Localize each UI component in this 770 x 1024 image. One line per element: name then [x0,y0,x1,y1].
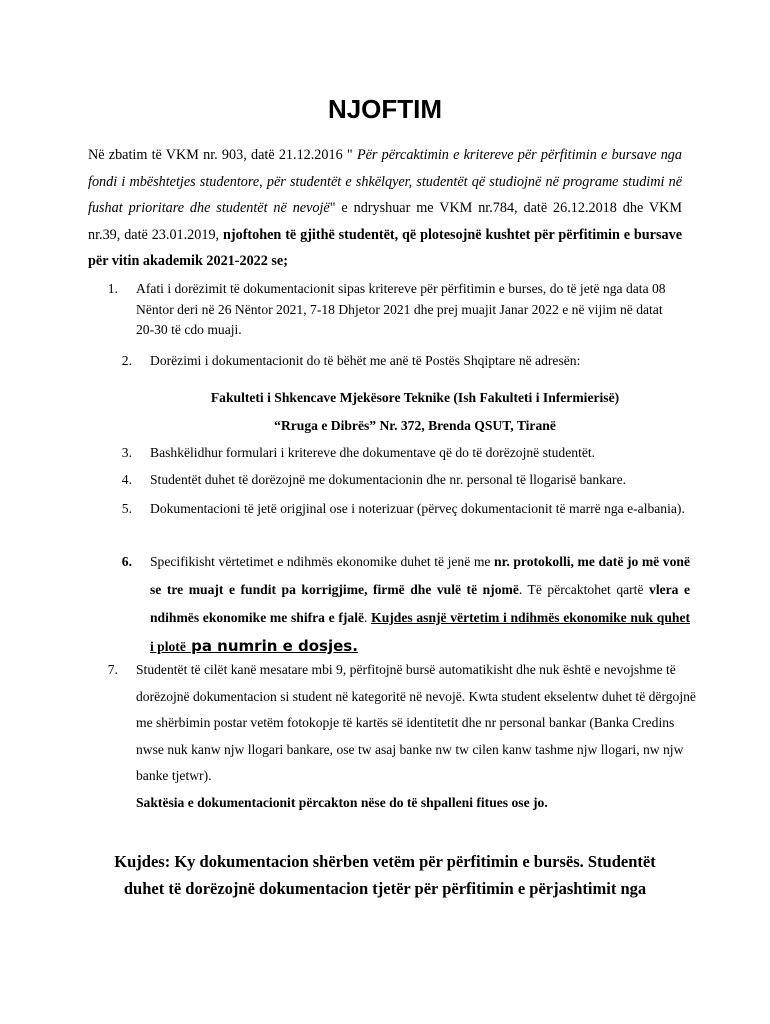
list-number: 4. [121,472,132,487]
item6-text-3: . [364,610,372,625]
item6-text-1: Specifikisht vërtetimet e ndihmës ekonomike duhet të jenë me [150,554,495,569]
list-item-text: Bashkëlidhur formulari i kritereve dhe dokumentave që do të dorëzojnë studentët. [150,445,596,460]
item6-date-requirement: , me datë jo më vonë se tre muajt e fundit pa korrigjime, firmë dhe vulë të njomë [150,554,690,597]
list-item-text: Studentët duhet të dorëzojnë me dokumentacionin dhe nr. personal të llogarisë bankare. [150,472,627,487]
list-item-text: Afati i dorëzimit të dokumentacionit sipas kritereve për përfitimin e burses, do të jetë nga data 08 Nëntor deri në 26 Nëntor 2021, 7-18 Dhjetor 2021 dhe prej muajit Janar 2022 e në vijim në datat 20-30 të cdo muaji. [136,281,666,337]
list-number: 7. [107,662,118,677]
item6-text-2: . Të përcaktohet qartë [518,582,650,597]
intro-bold-statement: njoftohen të gjithë studentët, që plotesojnë kushtet për përfitimin e bursave për vitin akademik 2021-2022 se; [88,226,682,269]
intro-text-1: Në zbatim të VKM nr. 903, datë 21.12.2016 " [88,147,357,163]
list-item-text: Dokumentacioni të jetë origjinal ose i noterizuar (përveç dokumentacionit të marrë nga e-albania). [150,501,685,516]
item6-warning-file-number: pa numrin e dosjes. [185,637,358,655]
document-title: NJOFTIM [327,94,443,124]
item6-value-requirement: vlera e ndihmës ekonomike me shifra e fjalë [150,582,691,625]
item7-closing-statement: Saktësia e dokumentacionit përcakton nëse do të shpalleni fitues ose jo. [136,794,548,810]
intro-text-2: " e ndryshuar me VKM nr.784, datë 26.12.2018 dhe VKM nr.39, datë 23.01.2019, [88,200,682,243]
item7-text: Studentët të cilët kanë mesatare mbi 9, përfitojnë bursë automatikisht dhe nuk është e nevojshme të dorëzojnë dokumentacion si student në kategoritë në nevojë. Kwta student ekselentw duhet të dërgojnë me shërbimin postar vetëm fotokopje të kartës së identitetit dhe nr personal bankar (Banka Credins nwse nuk kanw njw llogari bankare, ose tw asaj banke nw tw cilen kanw tashme njw llogari, nw njw banke tjetwr). [136,662,696,783]
warning-note [0,848,770,902]
list-item-text [150,548,690,661]
list-number: 1. [107,281,118,296]
list-number: 2. [121,353,132,368]
intro-paragraph [88,142,682,275]
list-number: 3. [121,445,132,460]
warning-note-line-1: Kujdes: Ky dokumentacion shërben vetëm për përfitimin e bursës. Studentët [114,852,656,871]
address-line-2: “Rruga e Dibrës” Nr. 372, Brenda QSUT, Tiranë [274,418,556,433]
list-item-text [136,657,696,816]
address-line-1: Fakulteti i Shkencave Mjekësore Teknike (Ish Fakulteti i Infermierisë) [210,390,620,405]
item6-protocol-number: nr. protokolli [494,554,571,569]
item6-warning: Kujdes asnjë vërtetim i ndihmës ekonomike nuk quhet i plotë [150,610,690,654]
list-item-text: Dorëzimi i dokumentacionit do të bëhët me anë të Postës Shqiptare në adresën: [150,353,581,368]
intro-italic-title: Për përcaktimin e kritereve për përfitimin e bursave nga fondi i mbështetjes studentore, për studentët e shkëlqyer, studentët që studiojnë në programe studimi në fushat prioritare dhe studentët në nevojë [88,147,682,216]
list-number: 5. [121,501,132,516]
warning-note-line-2: duhet të dorëzojnë dokumentacion tjetër për përfitimin e përjashtimit nga [123,879,647,898]
list-number: 6. [121,554,132,569]
